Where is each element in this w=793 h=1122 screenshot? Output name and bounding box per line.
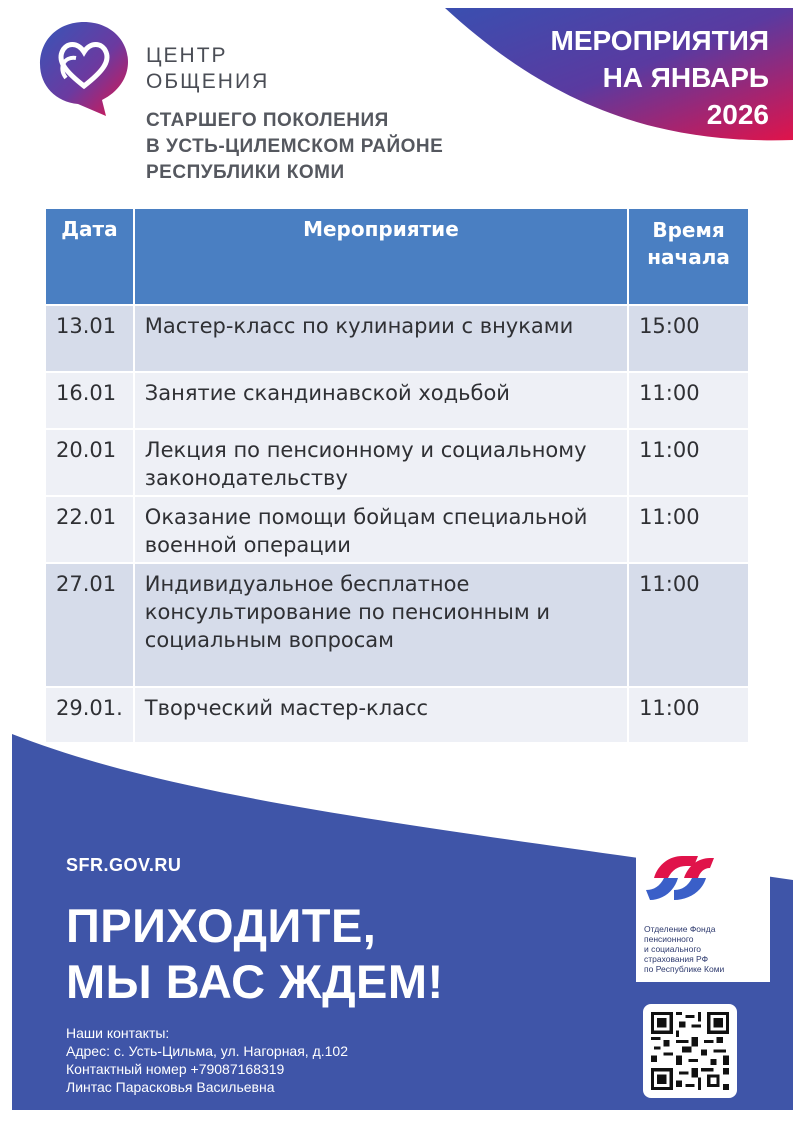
event-time: 15:00 <box>628 305 748 372</box>
month-title-line: МЕРОПРИЯТИЯ <box>550 25 769 56</box>
table-row <box>46 563 748 687</box>
slogan-line: ПРИХОДИТЕ, <box>66 899 377 952</box>
sfr-panel <box>636 842 770 982</box>
qr-code-icon[interactable] <box>643 1004 737 1098</box>
slogan <box>66 898 444 1010</box>
sfr-caption-line: страхования РФ <box>644 954 709 964</box>
event-time: 11:00 <box>628 563 748 687</box>
brand-subtitle-line: РЕСПУБЛИКИ КОМИ <box>146 162 345 183</box>
column-header-date: Дата <box>46 209 134 305</box>
event-time: 11:00 <box>628 372 748 429</box>
brand-name-line: ЦЕНТР <box>146 44 228 67</box>
brand-subtitle-line: СТАРШЕГО ПОКОЛЕНИЯ <box>146 110 389 131</box>
website-link[interactable]: SFR.GOV.RU <box>66 855 182 875</box>
contacts-heading: Наши контакты: <box>66 1025 170 1041</box>
event-title: Оказание помощи бойцам специальной военной операции <box>134 496 628 563</box>
event-time: 11:00 <box>628 496 748 563</box>
contacts-block <box>66 1024 348 1096</box>
brand-subtitle-line: В УСТЬ-ЦИЛЕМСКОМ РАЙОНЕ <box>146 136 444 157</box>
qr-code-pattern <box>651 1012 729 1090</box>
sfr-caption-line: по Республике Коми <box>644 964 725 974</box>
month-title-line: 2026 <box>706 99 769 130</box>
column-header-time-line: начала <box>647 245 730 269</box>
event-date: 22.01 <box>46 496 134 563</box>
sfr-caption-line: пенсионного <box>644 934 694 944</box>
table-row <box>46 305 748 372</box>
month-title-line: НА ЯНВАРЬ <box>602 62 769 93</box>
event-date: 29.01. <box>46 687 134 743</box>
contacts-address: Адрес: с. Усть-Цильма, ул. Нагорная, д.102 <box>66 1043 348 1059</box>
event-title: Индивидуальное бесплатное консультирование по пенсионным и социальным вопросам <box>134 563 628 687</box>
event-date: 27.01 <box>46 563 134 687</box>
event-title: Мастер-класс по кулинарии с внуками <box>134 305 628 372</box>
sfr-caption <box>644 924 764 974</box>
event-date: 16.01 <box>46 372 134 429</box>
heart-speech-bubble-icon <box>36 18 132 118</box>
event-title: Лекция по пенсионному и социальному законодательству <box>134 429 628 496</box>
table-row <box>46 429 748 496</box>
brand-subtitle <box>146 108 443 186</box>
sfr-logo-icon <box>644 852 716 904</box>
event-title: Занятие скандинавской ходьбой <box>134 372 628 429</box>
column-header-time <box>628 209 748 305</box>
table-header-row <box>46 209 748 305</box>
sfr-caption-line: и социального <box>644 944 701 954</box>
column-header-event: Мероприятие <box>134 209 628 305</box>
brand-name-line: ОБЩЕНИЯ <box>146 70 270 93</box>
contacts-person: Линтас Парасковья Васильевна <box>66 1079 275 1095</box>
event-title: Творческий мастер-класс <box>134 687 628 743</box>
contacts-phone[interactable]: Контактный номер +79087168319 <box>66 1061 285 1077</box>
sfr-caption-line: Отделение Фонда <box>644 924 716 934</box>
slogan-line: МЫ ВАС ЖДЕМ! <box>66 955 444 1008</box>
events-table <box>46 209 748 744</box>
table-row <box>46 496 748 563</box>
column-header-time-line: Время <box>652 218 725 242</box>
month-title <box>551 22 770 133</box>
event-time: 11:00 <box>628 429 748 496</box>
table-row <box>46 372 748 429</box>
event-date: 20.01 <box>46 429 134 496</box>
event-date: 13.01 <box>46 305 134 372</box>
event-time: 11:00 <box>628 687 748 743</box>
